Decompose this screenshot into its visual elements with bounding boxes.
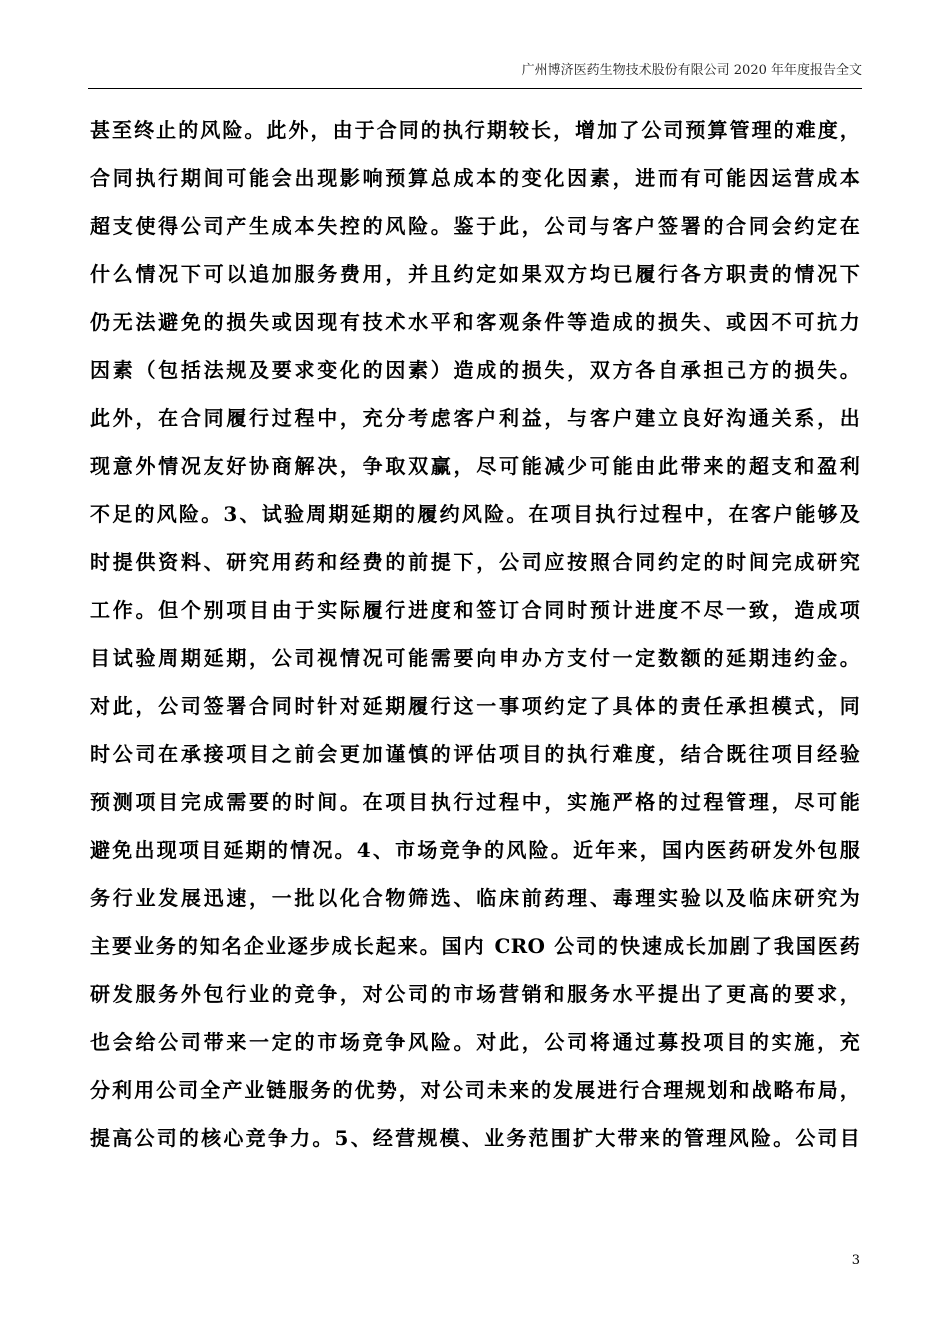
text-line: 避免出现项目延期的情况。4、市场竞争的风险。近年来，国内医药研发外包服 xyxy=(90,838,860,862)
page-number: 3 xyxy=(851,1253,860,1268)
text-line: 此外，在合同履行过程中，充分考虑客户利益，与客户建立良好沟通关系，出 xyxy=(90,406,860,430)
text-line: 超支使得公司产生成本失控的风险。鉴于此，公司与客户签署的合同会约定在 xyxy=(90,214,860,238)
text-line: 目试验周期延期，公司视情况可能需要向申办方支付一定数额的延期违约金。 xyxy=(90,646,860,670)
text-line: 合同执行期间可能会出现影响预算总成本的变化因素，进而有可能因运营成本 xyxy=(90,166,860,190)
text-line: 时提供资料、研究用药和经费的前提下，公司应按照合同约定的时间完成研究 xyxy=(90,550,860,574)
text-line: 务行业发展迅速，一批以化合物筛选、临床前药理、毒理实验以及临床研究为 xyxy=(90,886,860,910)
text-line: 仍无法避免的损失或因现有技术水平和客观条件等造成的损失、或因不可抗力 xyxy=(90,310,860,334)
page-header xyxy=(88,62,862,89)
text-line: 不足的风险。3、试验周期延期的履约风险。在项目执行过程中，在客户能够及 xyxy=(90,502,860,526)
text-line: 什么情况下可以追加服务费用，并且约定如果双方均已履行各方职责的情况下 xyxy=(90,262,860,286)
text-line: 研发服务外包行业的竞争，对公司的市场营销和服务水平提出了更高的要求， xyxy=(90,982,860,1006)
text-line: 对此，公司签署合同时针对延期履行这一事项约定了具体的责任承担模式，同 xyxy=(90,694,860,718)
text-line: 主要业务的知名企业逐步成长起来。国内 CRO 公司的快速成长加剧了我国医药 xyxy=(90,934,860,958)
header-title: 广州博济医药生物技术股份有限公司 2020 年年度报告全文 xyxy=(521,63,862,78)
text-line: 工作。但个别项目由于实际履行进度和签订合同时预计进度不尽一致，造成项 xyxy=(90,598,860,622)
text-line: 分利用公司全产业链服务的优势，对公司未来的发展进行合理规划和战略布局， xyxy=(90,1078,860,1102)
text-line: 现意外情况友好协商解决，争取双赢，尽可能减少可能由此带来的超支和盈利 xyxy=(90,454,860,478)
text-line: 也会给公司带来一定的市场竞争风险。对此，公司将通过募投项目的实施，充 xyxy=(90,1030,860,1054)
text-line: 因素（包括法规及要求变化的因素）造成的损失，双方各自承担己方的损失。 xyxy=(90,358,860,382)
text-line: 时公司在承接项目之前会更加谨慎的评估项目的执行难度，结合既往项目经验 xyxy=(90,742,860,766)
text-line: 甚至终止的风险。此外，由于合同的执行期较长，增加了公司预算管理的难度， xyxy=(90,118,860,142)
text-line: 预测项目完成需要的时间。在项目执行过程中，实施严格的过程管理，尽可能 xyxy=(90,790,860,814)
text-line: 提高公司的核心竞争力。5、经营规模、业务范围扩大带来的管理风险。公司目 xyxy=(90,1126,860,1150)
